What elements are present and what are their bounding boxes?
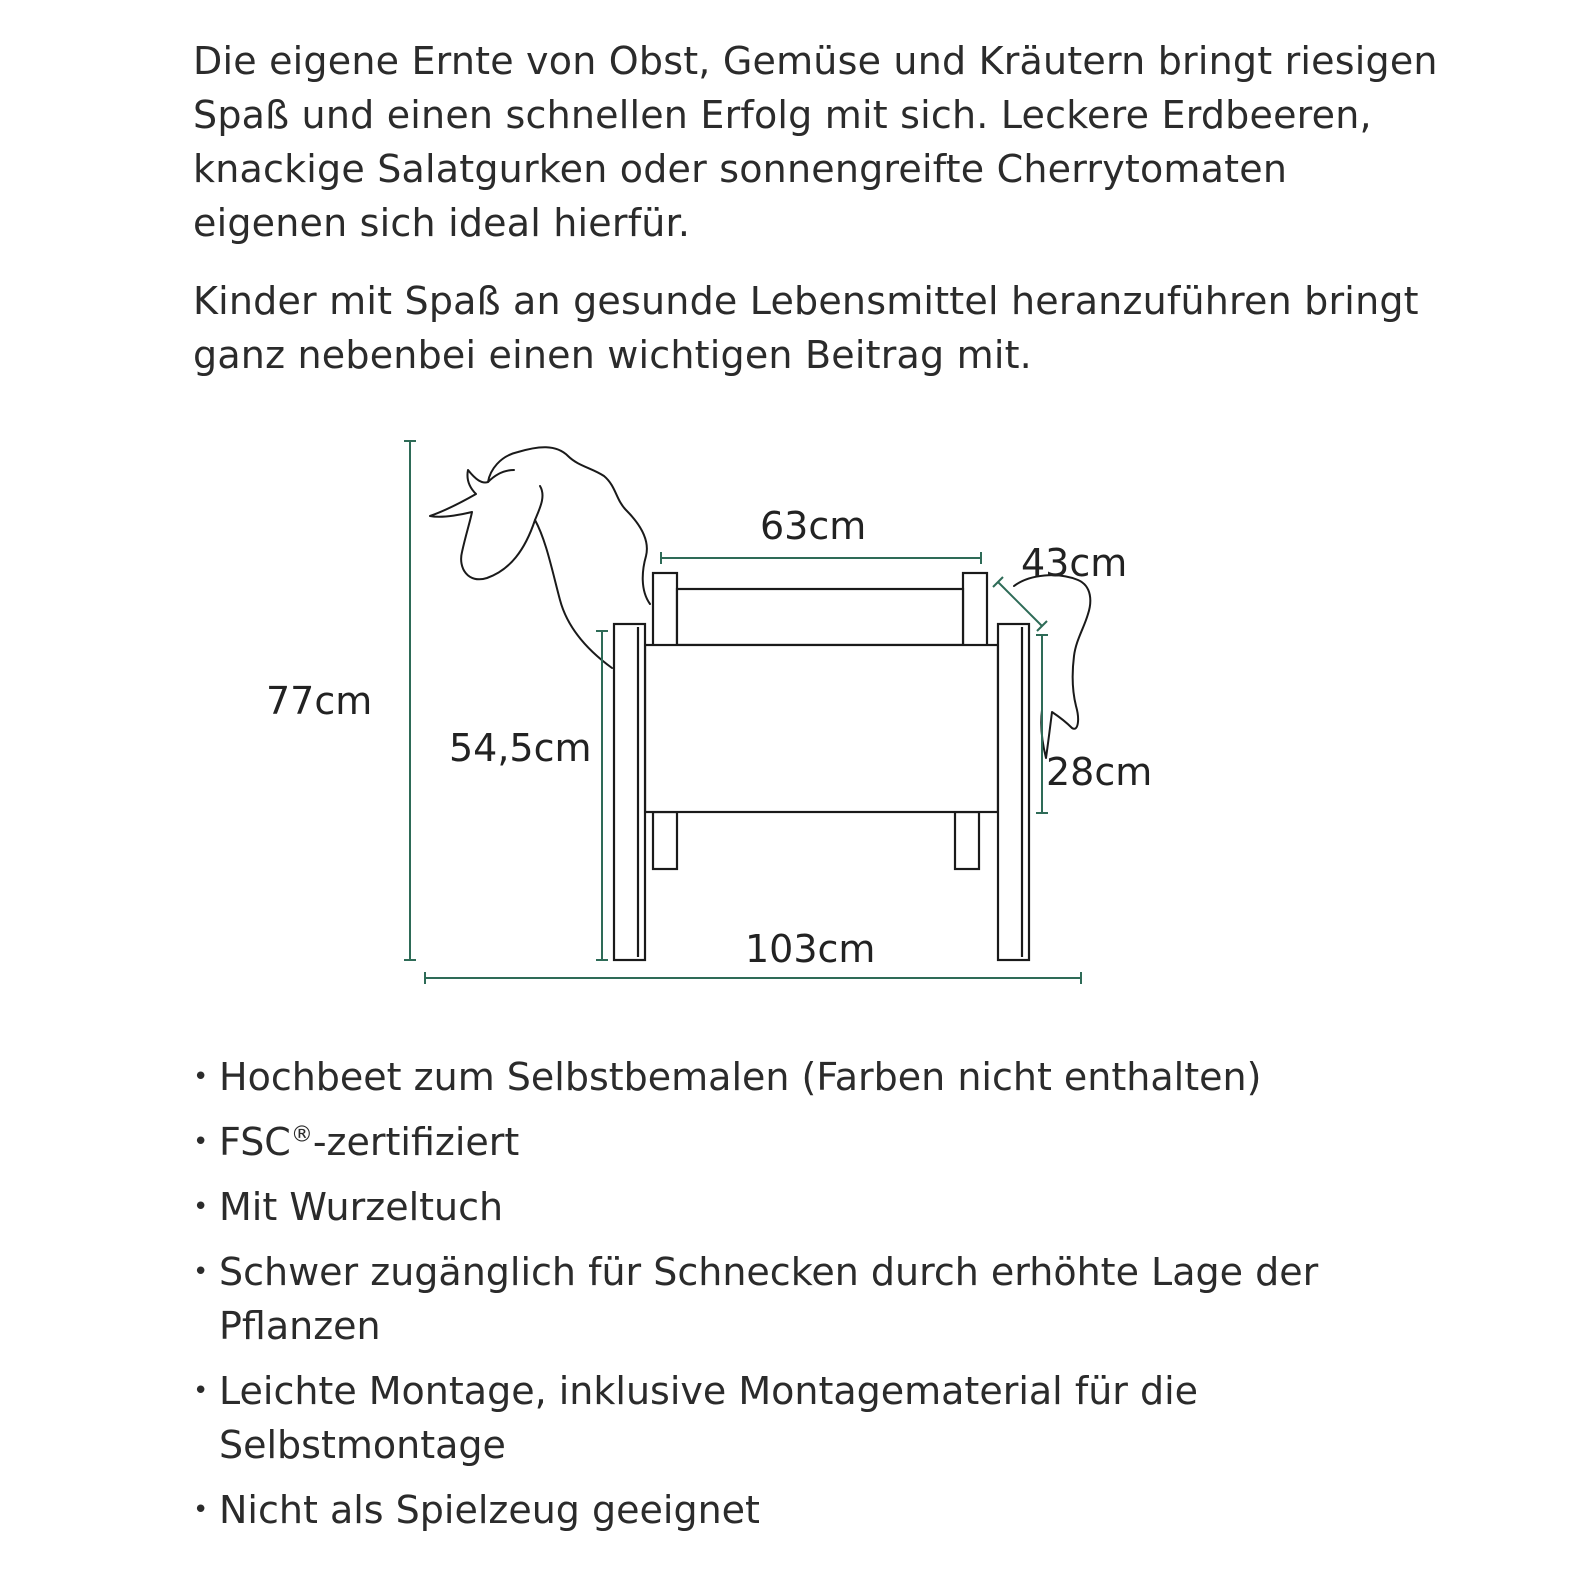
raised-bed-drawing — [614, 573, 1029, 960]
description-paragraph-1: Die eigene Ernte von Obst, Gemüse und Kräutern bringt riesigen Spaß und einen schnellen Erfolg mit sich. Leckere Erdbeeren, knackige Salatgurken oder sonnengreifte Cherrytomaten eigenen sich ideal hierfür. — [193, 39, 1438, 245]
front-board — [645, 645, 998, 812]
feature-item: • Mit Wurzeltuch — [193, 1180, 1443, 1234]
registered-mark: ® — [290, 1122, 313, 1148]
fsc-label: FSC — [219, 1120, 291, 1164]
label-total-width: 103cm — [745, 927, 876, 971]
feature-item: • Nicht als Spielzeug geeignet — [193, 1483, 1443, 1537]
back-left-leg-bottom — [653, 812, 677, 869]
feature-item: • Schwer zugänglich für Schnecken durch erhöhte Lage der Pflanzen — [193, 1245, 1443, 1353]
feature-item: • Hochbeet zum Selbstbemalen (Farben nicht enthalten) — [193, 1050, 1443, 1104]
back-right-leg-bottom — [955, 812, 979, 869]
back-right-leg — [963, 573, 987, 648]
certified-label: -zertifiziert — [312, 1120, 520, 1164]
feature-item — [193, 1115, 1443, 1169]
back-left-leg — [653, 573, 677, 648]
back-board — [677, 589, 963, 645]
feature-item: • Leichte Montage, inklusive Montagematerial für die Selbstmontage — [193, 1364, 1443, 1472]
label-inner-width: 63cm — [760, 504, 867, 548]
feature-list — [193, 1050, 1443, 1548]
label-leg-height: 54,5cm — [449, 726, 592, 770]
label-depth: 43cm — [1021, 541, 1128, 585]
front-left-leg — [614, 624, 645, 960]
label-total-height: 77cm — [266, 679, 373, 723]
description-paragraph-2: Kinder mit Spaß an gesunde Lebensmittel heranzuführen bringt ganz nebenbei einen wichtigen Beitrag mit. — [193, 279, 1419, 377]
front-right-leg — [998, 624, 1029, 960]
label-box-height: 28cm — [1046, 750, 1153, 794]
